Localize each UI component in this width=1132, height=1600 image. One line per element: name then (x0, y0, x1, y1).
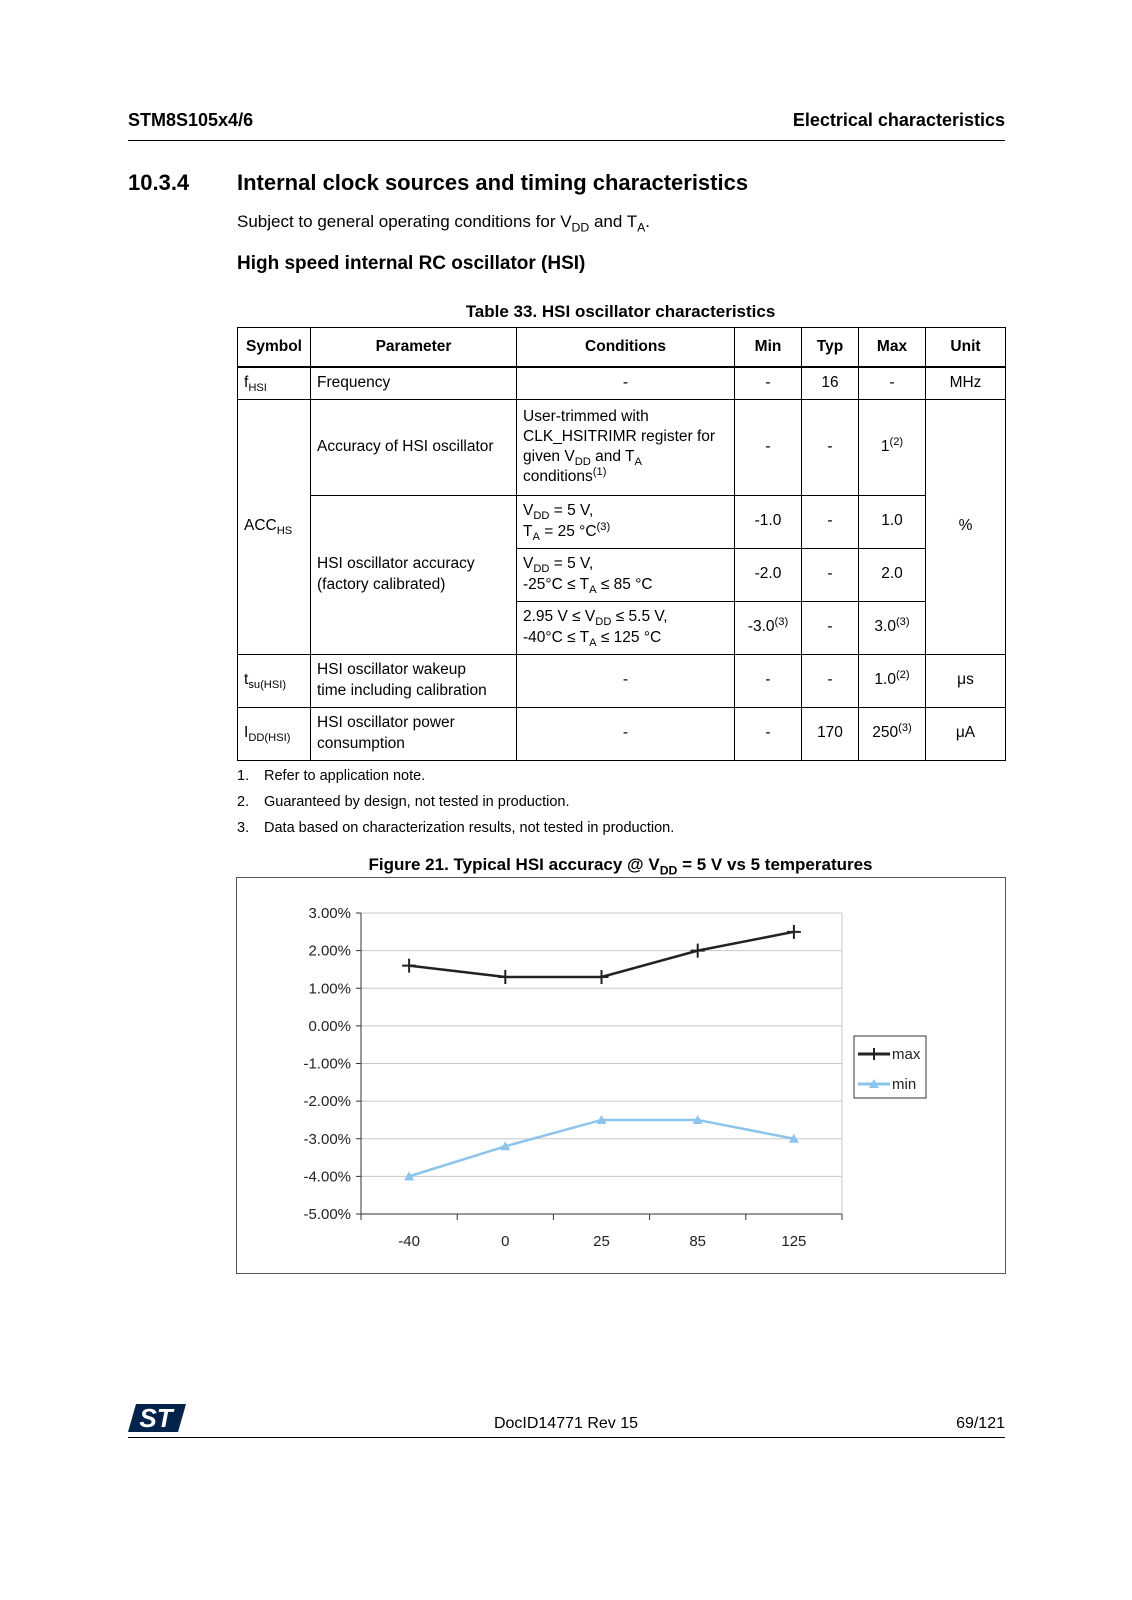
figure-caption: Figure 21. Typical HSI accuracy @ $V_{DD} = 5$ V vs 5 temperatures (368, 855, 873, 878)
data-point-max (787, 925, 801, 939)
y-tick-label: 0.00% (308, 1017, 351, 1035)
table-caption: Table 33. HSI oscillator characteristics (465, 302, 776, 321)
typ-cell: - (802, 399, 859, 495)
col-header: Typ (802, 328, 859, 368)
x-tick-label: 85 (689, 1233, 707, 1250)
min-cell: -3.0$^{(3)}$ (735, 601, 802, 654)
unit-cell: μA (926, 707, 1006, 760)
header-rule (128, 140, 1005, 141)
parameter-cell: HSI oscillator wakeup time including calibration (311, 654, 517, 707)
y-tick-label: 3.00% (308, 905, 351, 922)
unit-cell: MHz (926, 367, 1006, 399)
max-cell: 1$^{(2)}$ (859, 399, 926, 495)
min-cell: - (735, 654, 802, 707)
hsi-table (237, 327, 1006, 761)
y-tick-label: 2.00% (308, 942, 351, 960)
min-cell: -2.0 (735, 548, 802, 601)
section-title: Internal clock sources and timing characteristics (237, 170, 749, 195)
conditions-cell: 2.95 $V \le V_{DD} \le 5.5$ V, $-40^\circ C \le T_A \le 125$ °C (517, 601, 735, 654)
svg-text:ST: ST (139, 1403, 173, 1433)
max-cell: - (859, 367, 926, 399)
typ-cell: 170 (802, 707, 859, 760)
footnote: 2. Guaranteed by design, not tested in production. (237, 794, 570, 810)
y-tick-label: -4.00% (303, 1168, 351, 1186)
doc-id: DocID14771 Rev 15 (493, 1415, 639, 1432)
conditions-cell: - (517, 367, 735, 399)
parameter-cell: Frequency (311, 367, 517, 399)
parameter-cell: HSI oscillator accuracy (factory calibrated) (311, 495, 517, 654)
max-cell: 3.0$^{(3)}$ (859, 601, 926, 654)
data-point-max (691, 944, 705, 958)
typ-cell: - (802, 495, 859, 548)
data-point-max (402, 959, 416, 973)
col-header: Min (735, 328, 802, 368)
min-cell: - (735, 367, 802, 399)
conditions-cell: - (517, 654, 735, 707)
x-tick-label: 25 (593, 1233, 610, 1250)
typ-cell: - (802, 548, 859, 601)
data-point-max (498, 970, 512, 984)
symbol-cell: $f_{HSI}$ (238, 367, 311, 399)
conditions-cell: $V_{DD} = 5$ V, $-25^\circ C \le T_A \le 85$ °C (517, 548, 735, 601)
y-tick-label: 1.00% (308, 980, 351, 998)
parameter-cell: HSI oscillator power consumption (311, 707, 517, 760)
typ-cell: 16 (802, 367, 859, 399)
col-header: Conditions (517, 328, 735, 368)
min-cell: - (735, 399, 802, 495)
table-header-row (238, 328, 1006, 368)
legend-label-max: max (892, 1046, 921, 1063)
x-tick-label: 0 (501, 1233, 510, 1250)
conditions-cell: User-trimmed with CLK_HSITRIMR register for given $V_{DD}$ and $T_A$ conditions$^{(1)}$ (517, 399, 735, 495)
col-header: Max (859, 328, 926, 368)
page-number: 69/121 (956, 1415, 1005, 1432)
max-cell: 1.0$^{(2)}$ (859, 654, 926, 707)
chart-svg (237, 878, 1005, 1273)
col-header: Parameter (311, 328, 517, 368)
parameter-cell: Accuracy of HSI oscillator (311, 399, 517, 495)
table-row (238, 707, 1006, 760)
x-tick-label: 125 (781, 1233, 807, 1250)
typ-cell: - (802, 654, 859, 707)
x-tick-label: -40 (398, 1233, 420, 1250)
unit-cell: % (926, 399, 1006, 654)
min-cell: - (735, 707, 802, 760)
y-tick-label: -2.00% (303, 1093, 351, 1111)
conditions-cell: $V_{DD} = 5$ V, $T_A = 25$ $^\circ C^{(3)}$ (517, 495, 735, 548)
table-row (238, 495, 1006, 548)
symbol-cell: $I_{DD(HSI)}$ (238, 707, 311, 760)
header-product: STM8S105x4/6 (128, 110, 254, 130)
hsi-accuracy-chart (236, 877, 1006, 1274)
max-cell: 250$^{(3)}$ (859, 707, 926, 760)
section-intro: Subject to general operating conditions for $V_{DD}$ and $T_A$. (237, 212, 651, 235)
min-cell: -1.0 (735, 495, 802, 548)
footnote: 3. Data based on characterization results, not tested in production. (237, 820, 675, 836)
series-line-min (409, 1120, 794, 1176)
footnote: 1. Refer to application note. (237, 768, 426, 784)
max-cell: 2.0 (859, 548, 926, 601)
subheading: High speed internal RC oscillator (HSI) (237, 253, 586, 274)
data-point-max (595, 970, 609, 984)
header-section: Electrical characteristics (792, 110, 1005, 130)
table-row (238, 367, 1006, 399)
symbol-cell: $t_{su(HSI)}$ (238, 654, 311, 707)
typ-cell: - (802, 601, 859, 654)
col-header: Unit (926, 328, 1006, 368)
conditions-cell: - (517, 707, 735, 760)
y-tick-label: -1.00% (303, 1055, 351, 1073)
y-tick-label: -5.00% (303, 1206, 351, 1223)
y-tick-label: -3.00% (303, 1130, 351, 1148)
table-row (238, 654, 1006, 707)
col-header: Symbol (238, 328, 311, 368)
legend-label-min: min (892, 1076, 917, 1093)
symbol-cell: $ACC_{HS}$ (238, 399, 311, 654)
table-notes (237, 768, 674, 846)
footer-rule (128, 1437, 1005, 1438)
table-row (238, 399, 1006, 495)
unit-cell: μs (926, 654, 1006, 707)
section-number: 10.3.4 (128, 170, 190, 195)
max-cell: 1.0 (859, 495, 926, 548)
